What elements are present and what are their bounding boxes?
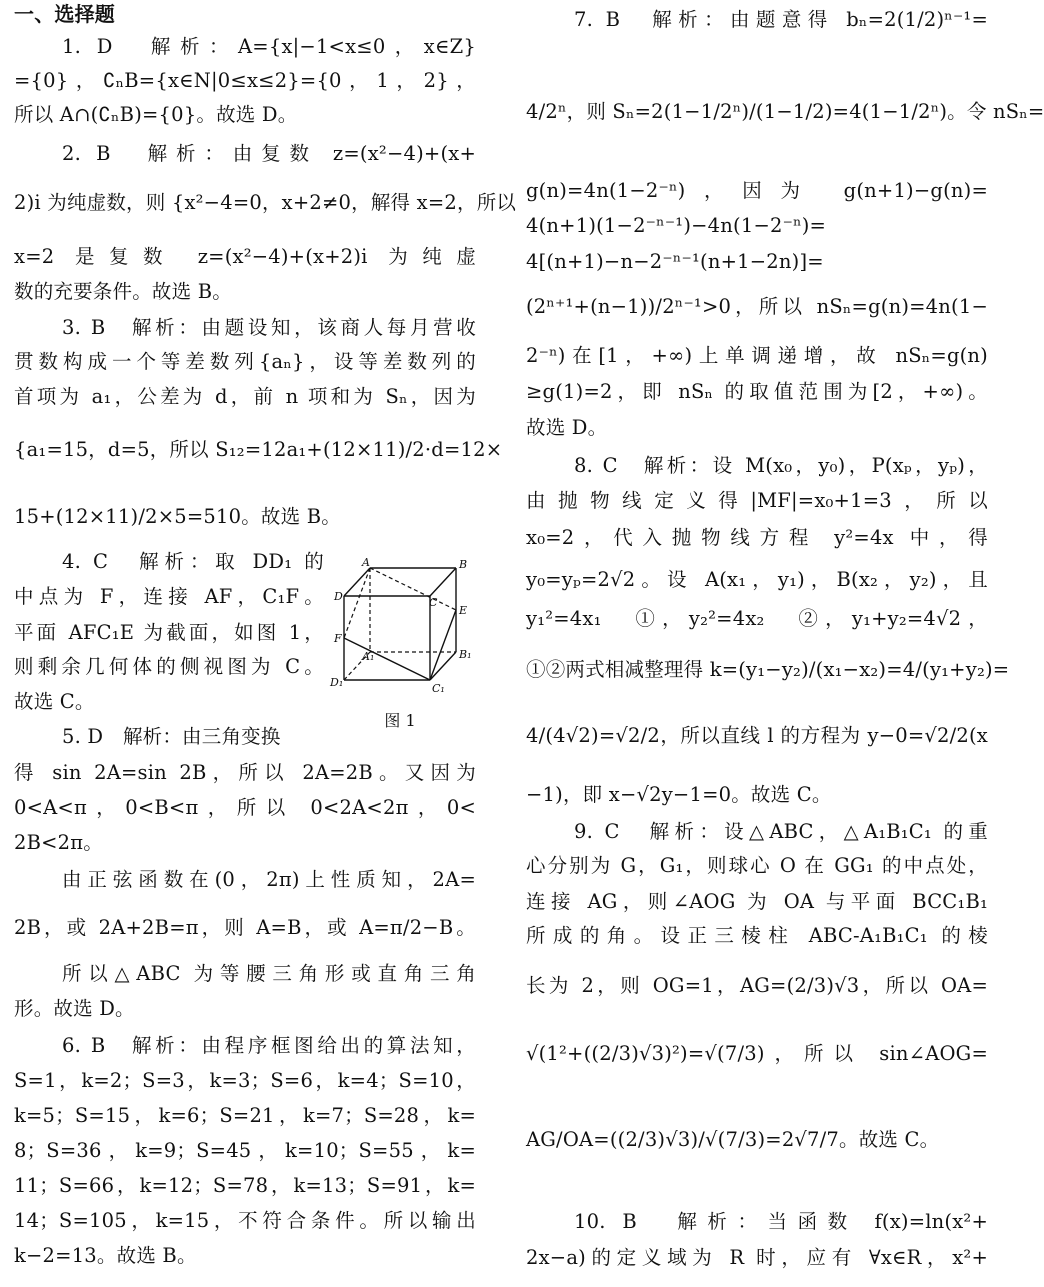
section-heading: 一、选择题 — [14, 2, 115, 26]
text-line: 1. D 解析：A={x|−1<x≤0，x∈Z} — [62, 35, 476, 58]
text-line: 2B，或 2A+2B=π，则 A=B，或 A=π/2−B。 — [14, 916, 476, 939]
text-line: √(1²+((2/3)√3)²)=√(7/3)，所以 sin∠AOG= — [526, 1042, 988, 1065]
text-line: 3. B 解析：由题设知，该商人每月营收 — [62, 316, 476, 339]
text-line: −1)，即 x−√2y−1=0。故选 C。 — [526, 783, 832, 806]
label-A1: A₁ — [362, 650, 375, 663]
text-line: 所以△ABC 为等腰三角形或直角三角 — [62, 962, 476, 985]
text-line: 平面 AFC₁E 为截面，如图 1， — [14, 621, 324, 644]
text-line: x=2 是复数 z=(x²−4)+(x+2)i 为纯虚 — [14, 245, 476, 268]
text-line: 长为 2，则 OG=1，AG=(2/3)√3，所以 OA= — [526, 974, 988, 997]
text-line: 8；S=36，k=9；S=45，k=10；S=55，k= — [14, 1139, 476, 1162]
text-line: 4[(n+1)−n−2⁻ⁿ⁻¹(n+1−2n)]= — [526, 250, 824, 273]
label-B1: B₁ — [459, 648, 472, 661]
text-line: S=1，k=2；S=3，k=3；S=6，k=4；S=10， — [14, 1069, 476, 1092]
label-A: A — [362, 556, 370, 569]
text-line: 2B<2π。 — [14, 831, 103, 854]
text-line: 4/(4√2)=√2/2，所以直线 l 的方程为 y−0=√2/2(x — [526, 724, 988, 747]
label-D1: D₁ — [330, 676, 344, 689]
text-line: 14；S=105，k=15，不符合条件。所以输出 — [14, 1209, 476, 1232]
text-line: 4/2ⁿ，则 Sₙ=2(1−1/2ⁿ)/(1−1/2)=4(1−1/2ⁿ)。令 nSₙ= — [526, 100, 1044, 123]
label-F: F — [334, 632, 342, 645]
text-line: 4(n+1)(1−2⁻ⁿ⁻¹)−4n(1−2⁻ⁿ)= — [526, 214, 827, 237]
text-line: {a₁=15，d=5，所以 S₁₂=12a₁+(12×11)/2·d=12× — [14, 438, 503, 461]
text-line: 由抛物线定义得|MF|=x₀+1=3，所以 — [526, 489, 988, 512]
text-line: 6. B 解析：由程序框图给出的算法知， — [62, 1034, 476, 1057]
text-line: ①②两式相减整理得 k=(y₁−y₂)/(x₁−x₂)=4/(y₁+y₂)= — [526, 658, 1010, 681]
text-line: 2)i 为纯虚数，则 {x²−4=0，x+2≠0，解得 x=2，所以 — [14, 191, 517, 214]
text-line: 形。故选 D。 — [14, 997, 135, 1020]
text-line: 0<A<π，0<B<π，所以 0<2A<2π，0< — [14, 796, 476, 819]
prism-diagram — [326, 556, 476, 696]
text-line: 8. C 解析：设 M(x₀，y₀)，P(xₚ，yₚ)， — [574, 454, 988, 477]
text-line: ≥g(1)=2，即 nSₙ 的取值范围为[2，+∞)。 — [526, 380, 988, 403]
text-line: 中点为 F，连接 AF，C₁F。 — [14, 585, 324, 608]
text-line: k=5；S=15，k=6；S=21，k=7；S=28，k= — [14, 1104, 476, 1127]
label-C1: C₁ — [432, 682, 445, 695]
text-line: 则剩余几何体的侧视图为 C。 — [14, 655, 324, 678]
text-line: 4. C 解析：取 DD₁ 的 — [62, 550, 324, 573]
text-line: 2x−a)的定义域为 R 时，应有 ∀x∈R，x²+ — [526, 1246, 988, 1269]
label-B: B — [459, 558, 468, 571]
figure-1-prism — [326, 556, 476, 732]
text-line: g(n)=4n(1−2⁻ⁿ)，因为 g(n+1)−g(n)= — [526, 179, 988, 202]
text-line: 数的充要条件。故选 B。 — [14, 280, 232, 303]
text-line: 2⁻ⁿ)在[1，+∞)上单调递增，故 nSₙ=g(n) — [526, 344, 988, 367]
text-line: k−2=13。故选 B。 — [14, 1244, 197, 1267]
text-line: y₁²=4x₁ ①，y₂²=4x₂ ②，y₁+y₂=4√2， — [526, 607, 988, 630]
text-line: 心分别为 G，G₁，则球心 O 在 GG₁ 的中点处， — [526, 854, 988, 877]
text-line: 所以 A∩(∁ₙB)={0}。故选 D。 — [14, 103, 298, 126]
label-E: E — [459, 604, 468, 617]
text-line: 故选 D。 — [526, 416, 608, 439]
text-line: 连接 AG，则∠AOG 为 OA 与平面 BCC₁B₁ — [526, 890, 988, 913]
text-line: x₀=2，代入抛物线方程 y²=4x 中，得 — [526, 526, 988, 549]
text-line: (2ⁿ⁺¹+(n−1))/2ⁿ⁻¹>0，所以 nSₙ=g(n)=4n(1− — [526, 295, 988, 318]
text-line: 7. B 解析：由题意得 bₙ=2(1/2)ⁿ⁻¹= — [574, 8, 988, 31]
text-line: 故选 C。 — [14, 690, 95, 713]
text-line: AG/OA=((2/3)√3)/√(7/3)=2√7/7。故选 C。 — [526, 1128, 940, 1151]
text-line: 得 sin 2A=sin 2B，所以 2A=2B。又因为 — [14, 761, 476, 784]
text-line: 9. C 解析：设△ABC，△A₁B₁C₁ 的重 — [574, 820, 988, 843]
text-line: 2. B 解析：由复数 z=(x²−4)+(x+ — [62, 142, 476, 165]
text-line: y₀=yₚ=2√2。设 A(x₁，y₁)，B(x₂，y₂)，且 — [526, 568, 988, 591]
text-line: 15+(12×11)/2×5=510。故选 B。 — [14, 505, 341, 528]
figure-caption: 图 1 — [384, 711, 416, 730]
text-line: 10. B 解析：当函数 f(x)=ln(x²+ — [574, 1210, 988, 1233]
text-line: ={0}，∁ₙB={x∈N|0≤x≤2}={0，1，2}， — [14, 69, 476, 92]
text-line: 所成的角。设正三棱柱 ABC-A₁B₁C₁ 的棱 — [526, 924, 988, 947]
label-C: C — [429, 596, 438, 609]
text-line: 11；S=66，k=12；S=78，k=13；S=91，k= — [14, 1174, 476, 1197]
text-line: 5. D 解析：由三角变换 — [62, 725, 281, 748]
label-D: D — [334, 590, 343, 603]
text-line: 由正弦函数在(0，2π)上性质知，2A= — [62, 868, 476, 891]
text-line: 贯数构成一个等差数列{aₙ}，设等差数列的 — [14, 350, 476, 373]
text-line: 首项为 a₁，公差为 d，前 n 项和为 Sₙ，因为 — [14, 385, 476, 408]
